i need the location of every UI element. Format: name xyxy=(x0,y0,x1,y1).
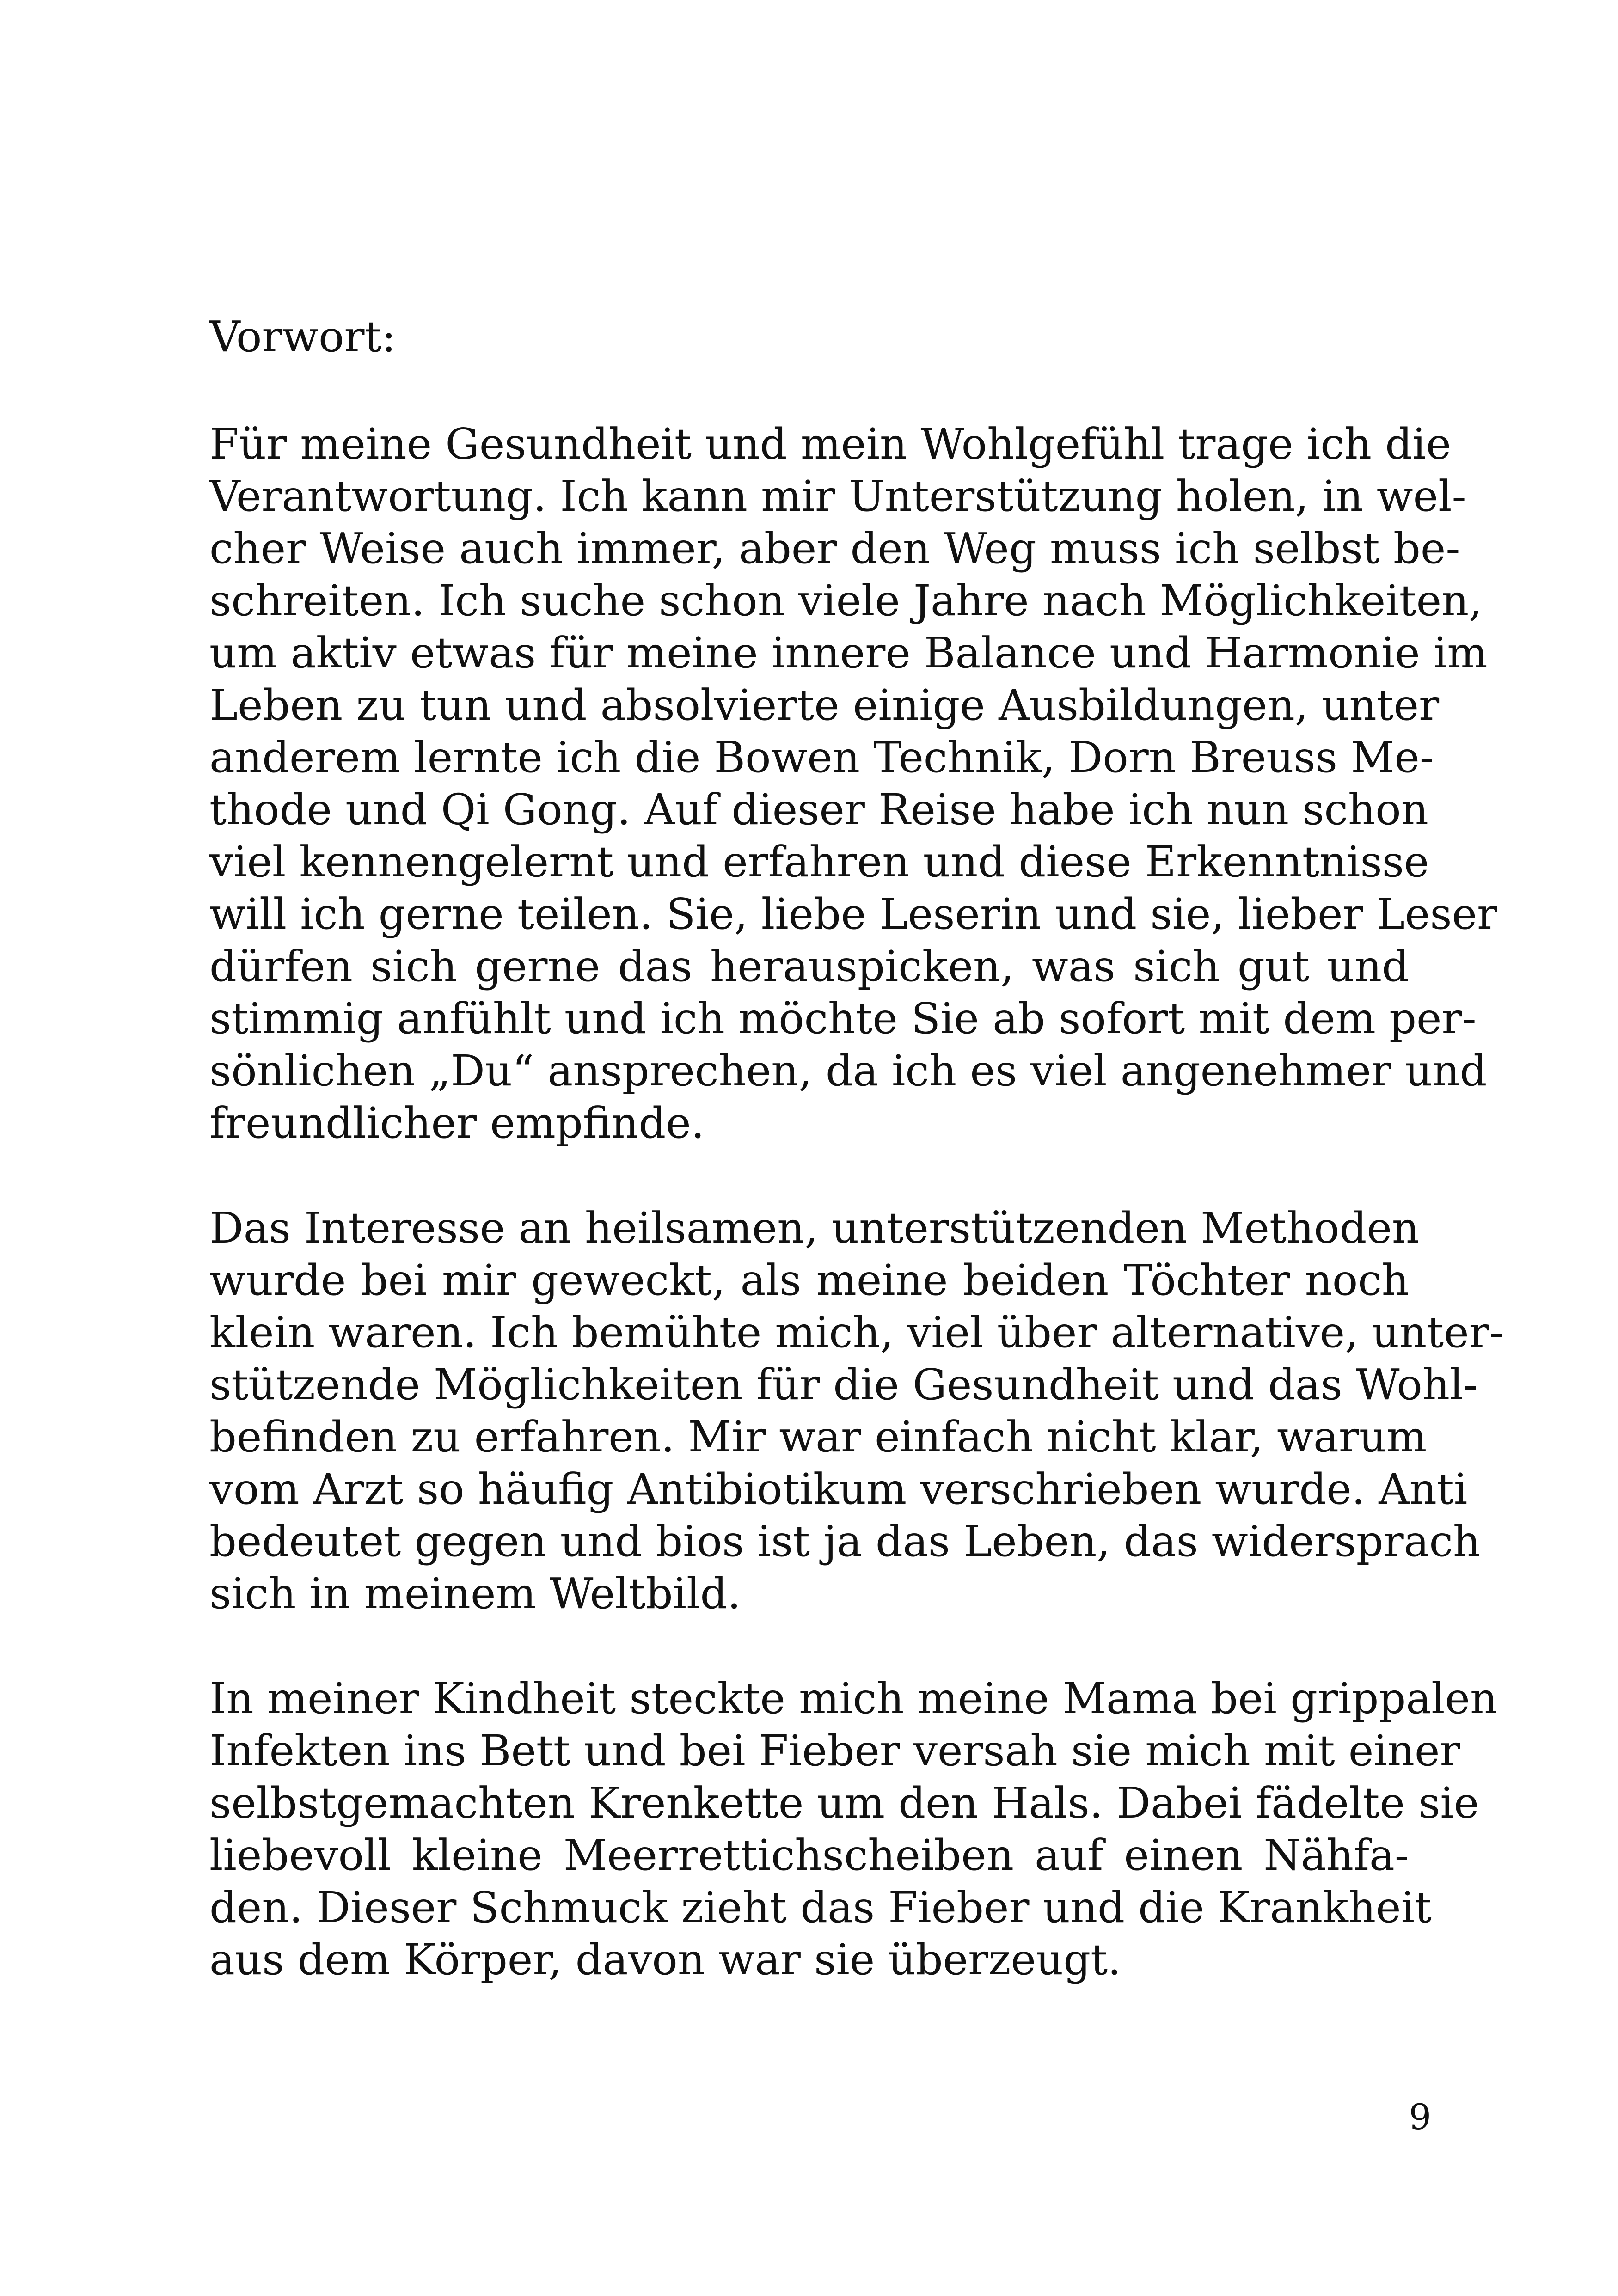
paragraph-line: befinden zu erfahren. Mir war einfach nicht klar, warum xyxy=(209,1412,1427,1462)
paragraph-line: selbstgemachten Krenkette um den Hals. Dabei fädelte sie xyxy=(209,1778,1479,1828)
paragraph-line: sönlichen „Du“ ansprechen, da ich es viel angenehmer und xyxy=(209,1046,1487,1096)
paragraph-line: wurde bei mir geweckt, als meine beiden Töchter noch xyxy=(209,1255,1409,1305)
paragraph-1 xyxy=(209,418,1498,1149)
paragraph-line: stimmig anfühlt und ich möchte Sie ab sofort mit dem per- xyxy=(209,994,1477,1043)
page-number: 9 xyxy=(1409,2096,1431,2137)
paragraph-line: anderem lernte ich die Bowen Technik, Dorn Breuss Me- xyxy=(209,733,1434,782)
paragraph-line: um aktiv etwas für meine innere Balance und Harmonie im xyxy=(209,628,1488,678)
paragraph-line: dürfen sich gerne das herauspicken, was sich gut und xyxy=(209,942,1409,991)
page-heading: Vorwort: xyxy=(209,312,396,361)
paragraph-line: In meiner Kindheit steckte mich meine Mama bei grippalen xyxy=(209,1674,1498,1723)
paragraph-line: vom Arzt so häufig Antibiotikum verschrieben wurde. Anti xyxy=(209,1464,1468,1514)
paragraph-line: Leben zu tun und absolvierte einige Ausbildungen, unter xyxy=(209,680,1440,730)
paragraph-line: sich in meinem Weltbild. xyxy=(209,1569,741,1618)
paragraph-line: schreiten. Ich suche schon viele Jahre nach Möglichkeiten, xyxy=(209,576,1483,625)
paragraph-2 xyxy=(209,1202,1504,1620)
paragraph-line: freundlicher empfinde. xyxy=(209,1098,705,1148)
paragraph-line: bedeutet gegen und bios ist ja das Leben, das widersprach xyxy=(209,1517,1481,1566)
paragraph-line: Das Interesse an heilsamen, unterstützenden Methoden xyxy=(209,1203,1420,1253)
paragraph-line: liebevoll kleine Meerrettichscheiben auf einen Nähfa- xyxy=(209,1831,1409,1880)
paragraph-line: thode und Qi Gong. Auf dieser Reise habe ich nun schon xyxy=(209,785,1428,834)
paragraph-line: stützende Möglichkeiten für die Gesundheit und das Wohl- xyxy=(209,1360,1478,1409)
paragraph-line: klein waren. Ich bemühte mich, viel über alternative, unter- xyxy=(209,1308,1504,1357)
paragraph-3 xyxy=(209,1672,1498,1986)
paragraph-line: Verantwortung. Ich kann mir Unterstützung holen, in wel- xyxy=(209,471,1466,521)
paragraph-line: will ich gerne teilen. Sie, liebe Leserin und sie, lieber Leser xyxy=(209,889,1498,939)
paragraph-line: Für meine Gesundheit und mein Wohlgefühl trage ich die xyxy=(209,419,1452,469)
paragraph-line: viel kennengelernt und erfahren und diese Erkenntnisse xyxy=(209,837,1429,887)
paragraph-line: Infekten ins Bett und bei Fieber versah sie mich mit einer xyxy=(209,1726,1460,1776)
paragraph-line: cher Weise auch immer, aber den Weg muss ich selbst be- xyxy=(209,524,1460,573)
paragraph-line: den. Dieser Schmuck zieht das Fieber und die Krankheit xyxy=(209,1883,1432,1932)
paragraph-line: aus dem Körper, davon war sie überzeugt. xyxy=(209,1935,1122,1984)
